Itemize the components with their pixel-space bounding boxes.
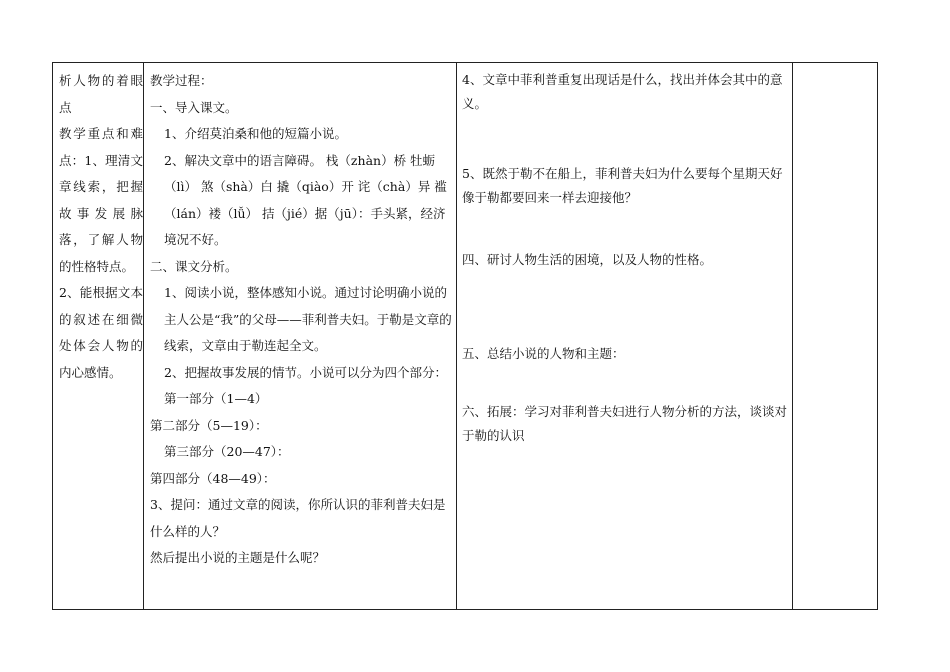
column-divider	[456, 63, 457, 609]
section-6: 六、拓展：学习对菲利普夫妇进行人物分析的方法，谈谈对于勒的认识	[462, 404, 788, 443]
lesson-table	[52, 62, 878, 610]
analysis-step-3: 3、提问：通过文章的阅读，你所认识的菲利普夫妇是什么样的人？	[150, 497, 446, 539]
section-5: 五、总结小说的人物和主题：	[462, 346, 625, 361]
question-5: 5、既然于勒不在船上，菲利普夫妇为什么要每个星期天好像于勒都要回来一样去迎接他？	[462, 166, 783, 205]
section-analysis: 二、课文分析。	[150, 258, 238, 274]
key-points: 教学重点和难点：1、理清文章线索，把握故事发展脉落，了解人物的性格特点。	[59, 126, 143, 274]
objective-intro: 析人物的着眼点	[59, 73, 143, 115]
objective-2: 2、能根据文本的叙述在细微处体会人物的内心感情。	[59, 285, 143, 380]
questions-column	[462, 68, 790, 448]
teaching-process-column	[150, 68, 456, 572]
analysis-step-2: 2、把握故事发展的情节。小说可以分为四个部分：	[164, 364, 447, 380]
column-divider	[792, 63, 793, 609]
part-1: 第一部分（1—4）	[164, 391, 268, 406]
section-4: 四、研讨人物生活的困境，以及人物的性格。	[462, 252, 713, 267]
question-4: 4、文章中菲利普重复出现话是什么，找出并体会其中的意义。	[462, 72, 783, 111]
step-1: 1、介绍莫泊桑和他的短篇小说。	[164, 126, 347, 141]
part-3: 第三部分（20—47）：	[164, 444, 290, 459]
part-4: 第四部分（48—49）：	[150, 470, 276, 486]
analysis-step-1: 1、阅读小说，整体感知小说。通过讨论明确小说的主人公是“我”的父母——菲利普夫妇。于勒是文章的线索，文章由于勒连起全文。	[164, 285, 452, 353]
vocab-step: 2、解决文章中的语言障碍。 栈（zhàn）桥 牡蛎（lì） 煞（shà）白 撬（qiào）开 诧（chà）异 褴（lán）褛（lǚ） 拮（jié）据（jū）：手头紧，经济境况不好。	[164, 152, 447, 247]
objectives-column	[59, 68, 143, 386]
part-2: 第二部分（5—19）：	[150, 417, 268, 433]
section-intro: 一、导入课文。	[150, 99, 238, 115]
column-divider	[143, 63, 144, 609]
process-heading: 教学过程：	[150, 73, 213, 88]
theme-question: 然后提出小说的主题是什么呢？	[150, 550, 326, 565]
